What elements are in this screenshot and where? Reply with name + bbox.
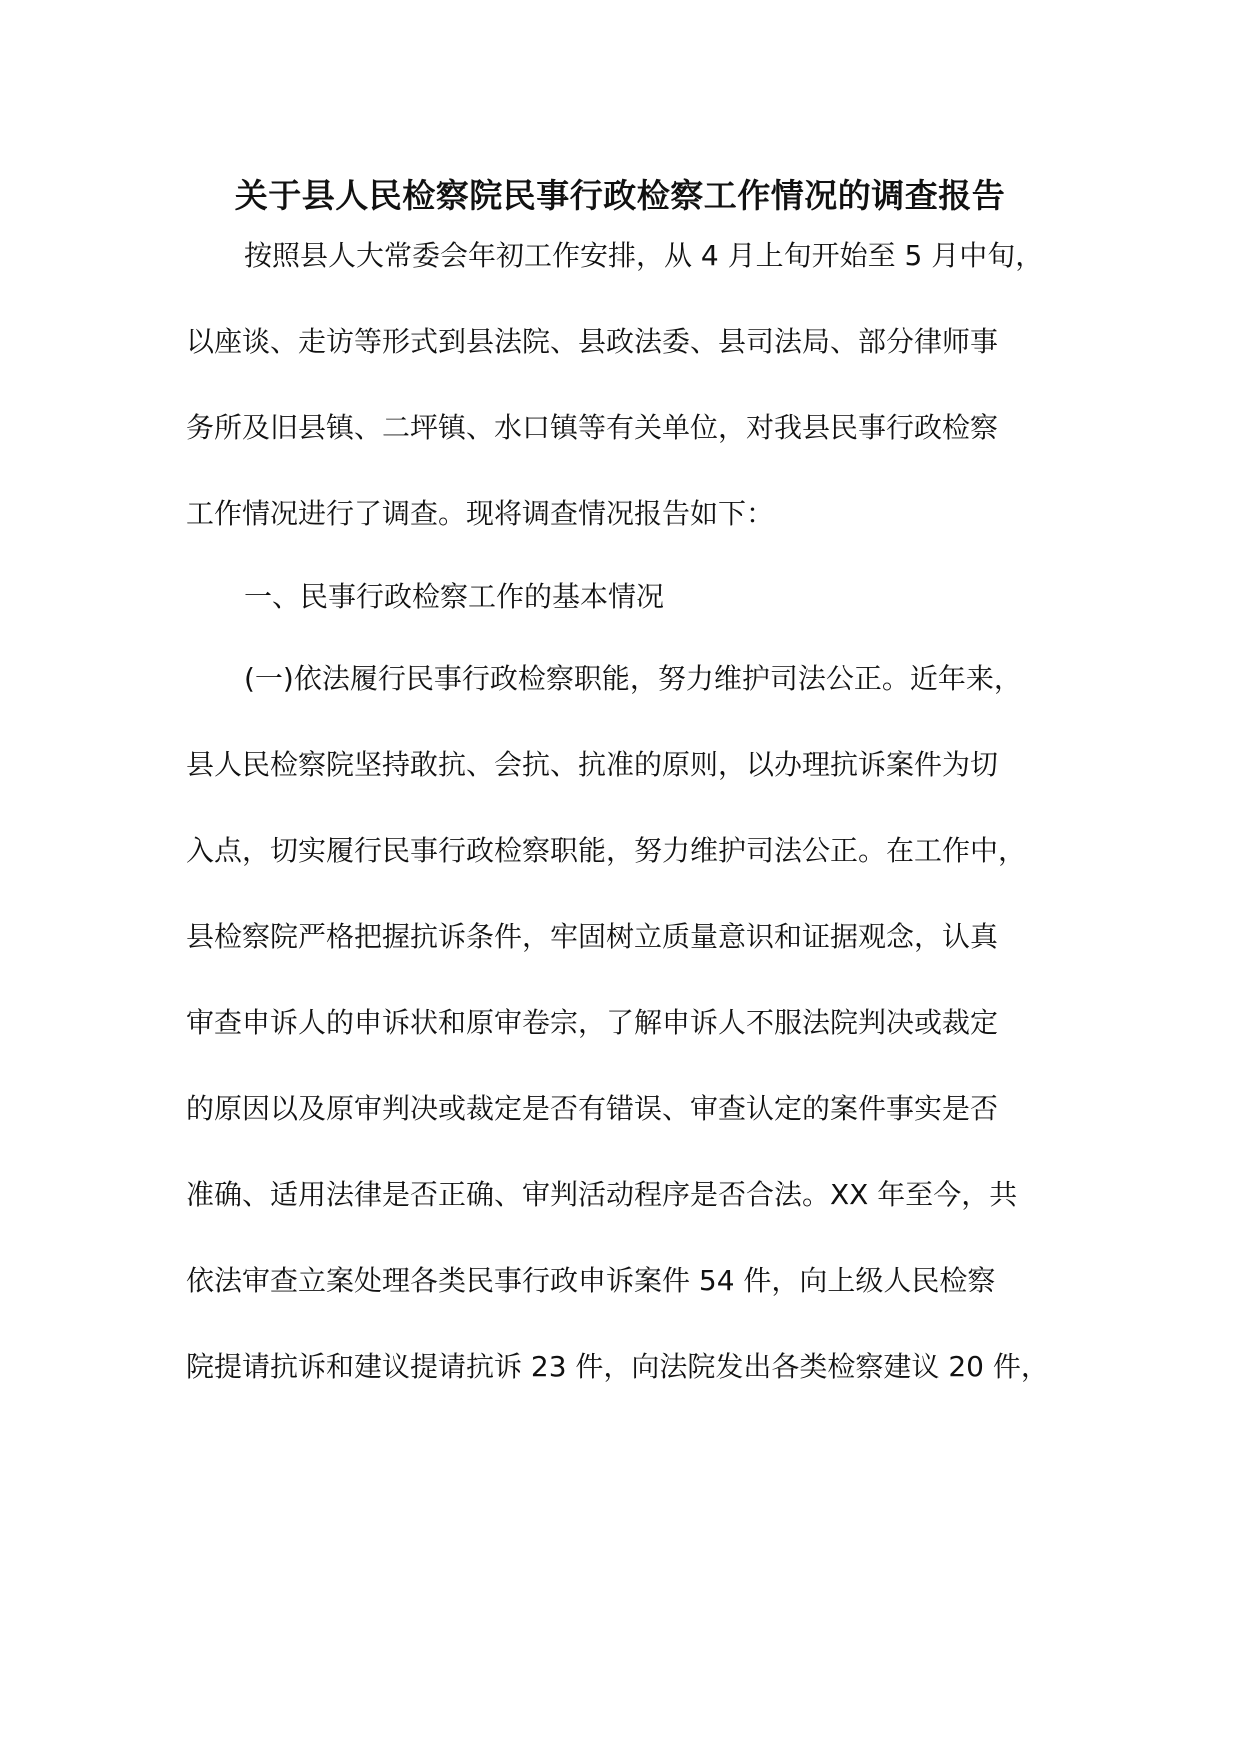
paragraph-line: 审查申诉人的申诉状和原审卷宗，了解申诉人不服法院判决或裁定 [186, 1006, 999, 1039]
paragraph-line: 的原因以及原审判决或裁定是否有错误、审查认定的案件事实是否 [186, 1092, 999, 1125]
paragraph-line: 入点，切实履行民事行政检察职能，努力维护司法公正。在工作中， [186, 834, 1027, 867]
paragraph-line: 按照县人大常委会年初工作安排，从 4 月上旬开始至 5 月中旬， [244, 239, 1044, 272]
paragraph-line: 县人民检察院坚持敢抗、会抗、抗准的原则，以办理抗诉案件为切 [186, 748, 999, 781]
paragraph-line: (一)依法履行民事行政检察职能，努力维护司法公正。近年来， [244, 662, 1022, 695]
paragraph-line: 务所及旧县镇、二坪镇、水口镇等有关单位，对我县民事行政检察 [186, 411, 999, 444]
section-heading: 一、民事行政检察工作的基本情况 [244, 580, 665, 613]
paragraph-line: 县检察院严格把握抗诉条件，牢固树立质量意识和证据观念，认真 [186, 920, 999, 953]
document-title: 关于县人民检察院民事行政检察工作情况的调查报告 [234, 176, 1006, 215]
paragraph-line: 准确、适用法律是否正确、审判活动程序是否合法。XX 年至今，共 [186, 1178, 1018, 1211]
paragraph-line: 以座谈、走访等形式到县法院、县政法委、县司法局、部分律师事 [186, 325, 999, 358]
paragraph-line: 院提请抗诉和建议提请抗诉 23 件，向法院发出各类检察建议 20 件， [186, 1350, 1049, 1383]
paragraph-line: 工作情况进行了调查。现将调查情况报告如下： [186, 497, 775, 530]
paragraph-line: 依法审查立案处理各类民事行政申诉案件 54 件，向上级人民检察 [186, 1264, 996, 1297]
